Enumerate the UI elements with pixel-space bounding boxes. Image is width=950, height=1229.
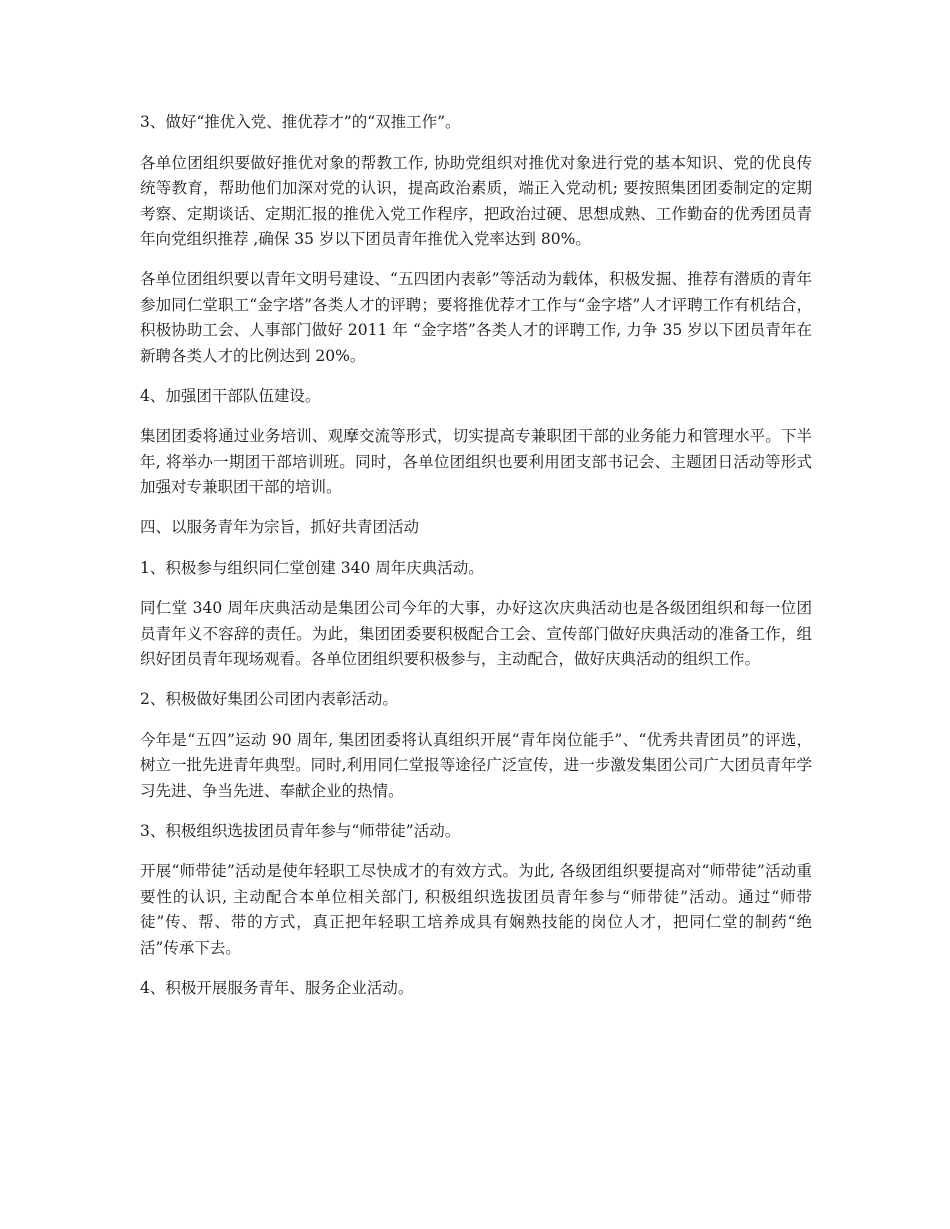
paragraph-mentorship: 开展“师带徒”活动是使年轻职工尽快成才的有效方式。为此, 各级团组织要提高对“师带徒”活动重要性的认识, 主动配合本单位相关部门, 积极组织选拔团员青年参与“师带徒”活动。通过“师带徒”传、帮、带的方式，真正把年轻职工培养成具有娴熟技能的岗位人才，把同仁堂的制药“绝活”传承下去。 (140, 862, 812, 957)
paragraph-talent-recommendation: 各单位团组织要以青年文明号建设、“五四团内表彰”等活动为载体，积极发掘、推荐有潜质的青年参加同仁堂职工“金字塔”各类人才的评聘；要将推优荐才工作与“金字塔”人才评聘工作有机结合，积极协助工会、人事部门做好 2011 年 “金字塔”各类人才的评聘工作, 力争 35 岁以下团员青年在新聘各类人才的比例达到 20%。 (140, 270, 812, 365)
section-heading-2-commendation: 2、积极做好集团公司团内表彰活动。 (140, 690, 398, 708)
paragraph-anniversary: 同仁堂 340 周年庆典活动是集团公司今年的大事，办好这次庆典活动也是各级团组织和每一位团员青年义不容辞的责任。为此，集团团委要积极配合工会、宣传部门做好庆典活动的准备工作，组织好团员青年现场观看。各单位团组织要积极参与，主动配合，做好庆典活动的组织工作。 (140, 599, 812, 668)
paragraph-cadre-training: 集团团委将通过业务培训、观摩交流等形式，切实提高专兼职团干部的业务能力和管理水平。下半年, 将举办一期团干部培训班。同时，各单位团组织也要利用团支部书记会、主题团日活动等形式加强对专兼职团干部的培训。 (140, 427, 812, 496)
section-heading-3-double-recommendation: 3、做好“推优入党、推优荐才”的“双推工作”。 (140, 113, 461, 131)
section-heading-4-cadre-team: 4、加强团干部队伍建设。 (140, 386, 321, 405)
document-body (140, 110, 812, 1016)
section-heading-3-mentorship: 3、积极组织选拔团员青年参与“师带徒”活动。 (140, 821, 461, 840)
section-heading-1-anniversary: 1、积极参与组织同仁堂创建 340 周年庆典活动。 (140, 558, 484, 577)
paragraph-party-recommendation: 各单位团组织要做好推优对象的帮教工作, 协助党组织对推优对象进行党的基本知识、党的优良传统等教育，帮助他们加深对党的认识，提高政治素质，端正入党动机; 要按照集团团委制定的定期考察、定期谈话、定期汇报的推优入党工作程序，把政治过硬、思想成熟、工作勤奋的优秀团员青年向党组织推荐 ,确保 35 岁以下团员青年推优入党率达到 80%。 (140, 153, 812, 248)
section-heading-4-service: 4、积极开展服务青年、服务企业活动。 (140, 978, 414, 997)
chapter-heading-4-serve-youth: 四、以服务青年为宗旨，抓好共青团活动 (140, 518, 420, 536)
paragraph-commendation: 今年是“五四”运动 90 周年, 集团团委将认真组织开展“青年岗位能手”、“优秀共青团员”的评选，树立一批先进青年典型。同时,利用同仁堂报等途径广泛宣传，进一步激发集团公司广大团员青年学习先进、争当先进、奉献企业的热情。 (140, 730, 812, 800)
